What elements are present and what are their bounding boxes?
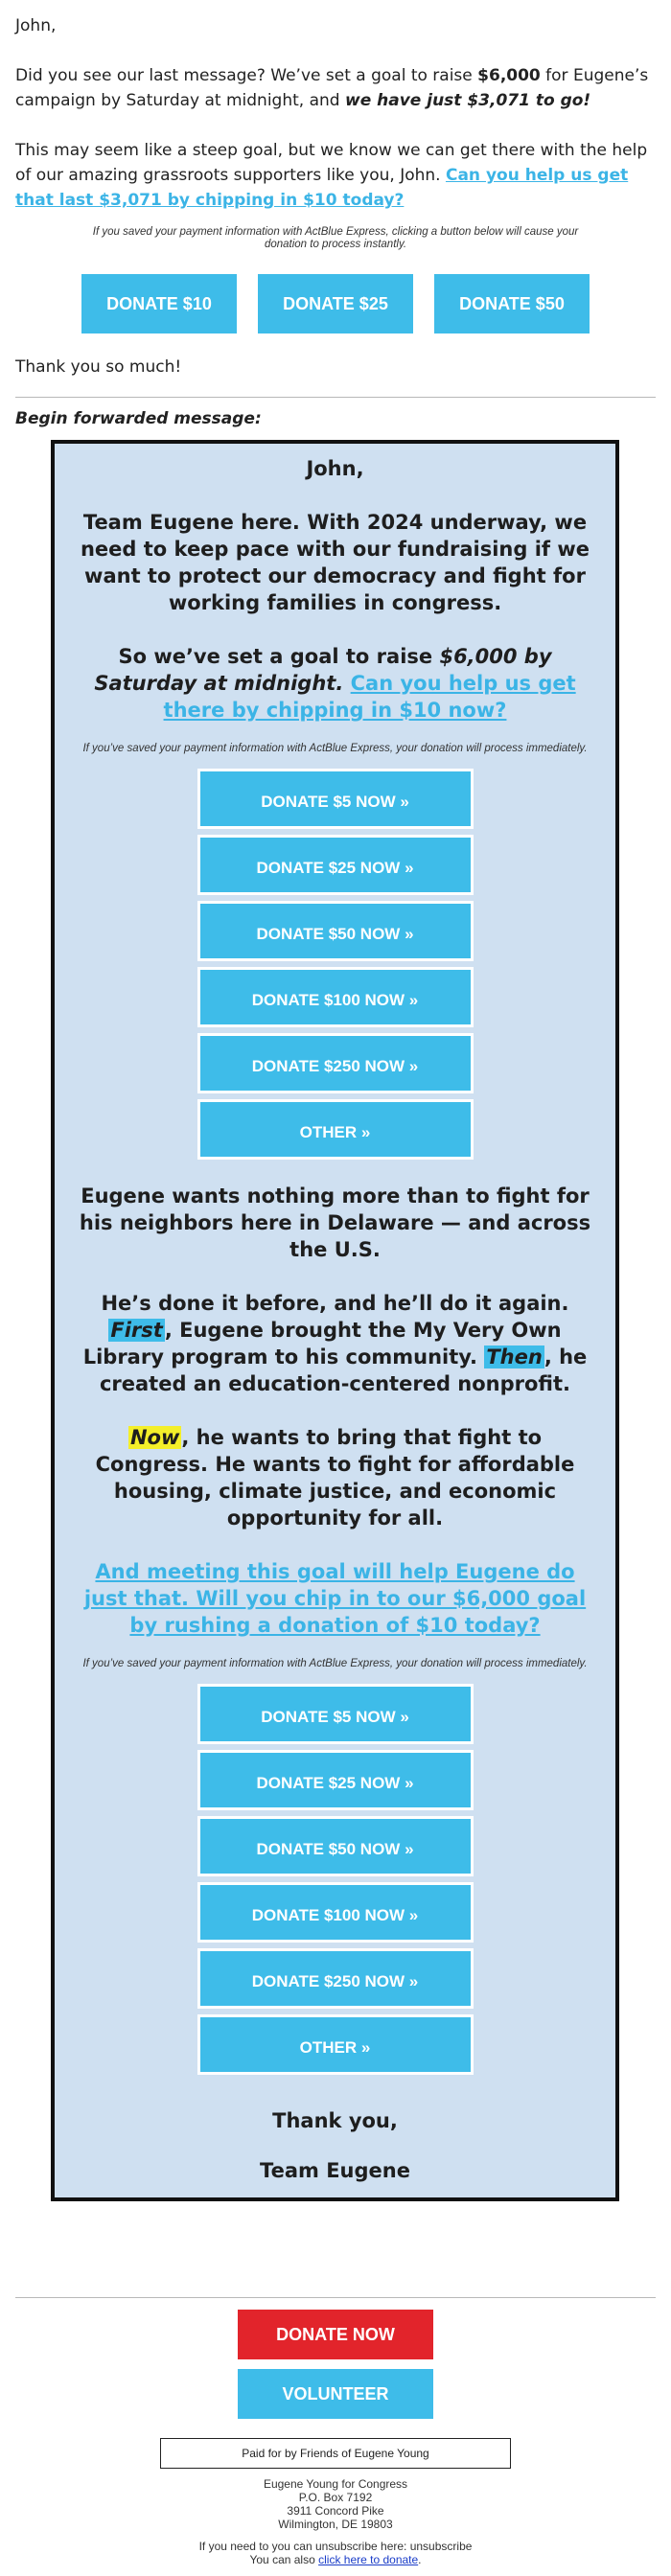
- box2-donate-5-button[interactable]: DONATE $5 NOW »: [197, 1684, 474, 1744]
- city: Wilmington, DE 19803: [278, 2518, 393, 2531]
- box-actblue-note: If you’ve saved your payment information with ActBlue Express, your donation will process immediately.: [82, 743, 588, 754]
- top-donate-buttons: [0, 274, 671, 334]
- box-done-before: He’s done it before, and he’ll do it again. First, Eugene brought the My Very Own Library program to his community. Then, he created an education-centered nonprofit.: [82, 1292, 588, 1395]
- then-highlight: Then: [486, 1346, 543, 1368]
- org-name: Eugene Young for Congress: [263, 2477, 408, 2491]
- box-donate-250-button[interactable]: DONATE $250 NOW »: [197, 1033, 474, 1093]
- box-chip-in-link[interactable]: And meeting this goal will help Eugene do just that. Will you chip in to our $6,000 goal by rushing a donation of $10 today?: [83, 1560, 587, 1637]
- box-donate-100-button[interactable]: DONATE $100 NOW »: [197, 967, 474, 1027]
- click-to-donate-link[interactable]: click here to donate: [318, 2553, 419, 2566]
- box-donate-buttons-2: [72, 1684, 598, 2075]
- box-donate-50-button[interactable]: DONATE $50 NOW »: [197, 901, 474, 961]
- box-donate-25-button[interactable]: DONATE $25 NOW »: [197, 835, 474, 895]
- box2-donate-100-button[interactable]: DONATE $100 NOW »: [197, 1882, 474, 1943]
- footer-volunteer-button[interactable]: VOLUNTEER: [238, 2369, 433, 2419]
- donate-10-button[interactable]: DONATE $10: [81, 274, 237, 334]
- ask-link[interactable]: Can you help us get that last $3,071 by chipping in $10 today?: [15, 166, 629, 210]
- box2-other-button[interactable]: OTHER »: [197, 2014, 474, 2075]
- first-highlight: First: [110, 1319, 163, 1342]
- box-greeting: John,: [306, 457, 364, 480]
- donate-50-button[interactable]: DONATE $50: [434, 274, 590, 334]
- email-top: [0, 0, 671, 213]
- unsubscribe-text: If you need to you can unsubscribe here: unsubscribe: [198, 2540, 473, 2553]
- box-signature: Team Eugene: [260, 2159, 410, 2182]
- box-goal: So we’ve set a goal to raise $6,000 by Saturday at midnight. Can you help us get there by chipping in $10 now?: [94, 645, 576, 722]
- box-goal-link[interactable]: Can you help us get there by chipping in $10 now?: [163, 672, 576, 722]
- box2-donate-250-button[interactable]: DONATE $250 NOW »: [197, 1948, 474, 2009]
- footer-donate-now-button[interactable]: DONATE NOW: [238, 2310, 433, 2359]
- box-actblue-note-2: If you’ve saved your payment information with ActBlue Express, your donation will process immediately.: [82, 1658, 588, 1669]
- now-highlight: Now: [129, 1426, 180, 1449]
- box-thank-you: Thank you,: [272, 2109, 398, 2132]
- actblue-note: If you saved your payment information with ActBlue Express, clicking a button below will cause your donation to process instantly.: [92, 226, 579, 250]
- greeting: John,: [15, 16, 57, 35]
- box-donate-buttons: [72, 769, 598, 1160]
- box-other-button[interactable]: OTHER »: [197, 1099, 474, 1160]
- paragraph-ask: This may seem like a steep goal, but we know we can get there with the help of our amazing grassroots supporters like you, John. Can you help us get that last $3,071 by chipping in $10 today?: [15, 141, 648, 210]
- box-now: Now, he wants to bring that fight to Congress. He wants to fight for affordable housing, climate justice, and economic opportunity for all.: [95, 1426, 575, 1530]
- donate-line: You can also click here to donate.: [249, 2553, 422, 2566]
- paid-for-box: Paid for by Friends of Eugene Young: [160, 2438, 511, 2469]
- thanks-text: Thank you so much!: [15, 357, 182, 377]
- box2-donate-50-button[interactable]: DONATE $50 NOW »: [197, 1816, 474, 1876]
- street: 3911 Concord Pike: [287, 2504, 384, 2518]
- po-box: P.O. Box 7192: [298, 2491, 373, 2504]
- donate-25-button[interactable]: DONATE $25: [258, 274, 413, 334]
- box-wants: Eugene wants nothing more than to fight for his neighbors here in Delaware — and across the U.S.: [79, 1184, 591, 1261]
- paragraph-goal: Did you see our last message? We’ve set a goal to raise $6,000 for Eugene’s campaign by Saturday at midnight, and we have just $3,071 to go!: [15, 66, 649, 110]
- footer-address: [0, 2477, 671, 2566]
- forwarded-label: Begin forwarded message:: [15, 409, 262, 428]
- forwarded-message-box: [51, 440, 619, 2201]
- box-intro: Team Eugene here. With 2024 underway, we need to keep pace with our fundraising if we want to protect our democracy and fight for working families in congress.: [80, 511, 590, 614]
- box-donate-5-button[interactable]: DONATE $5 NOW »: [197, 769, 474, 829]
- box2-donate-25-button[interactable]: DONATE $25 NOW »: [197, 1750, 474, 1810]
